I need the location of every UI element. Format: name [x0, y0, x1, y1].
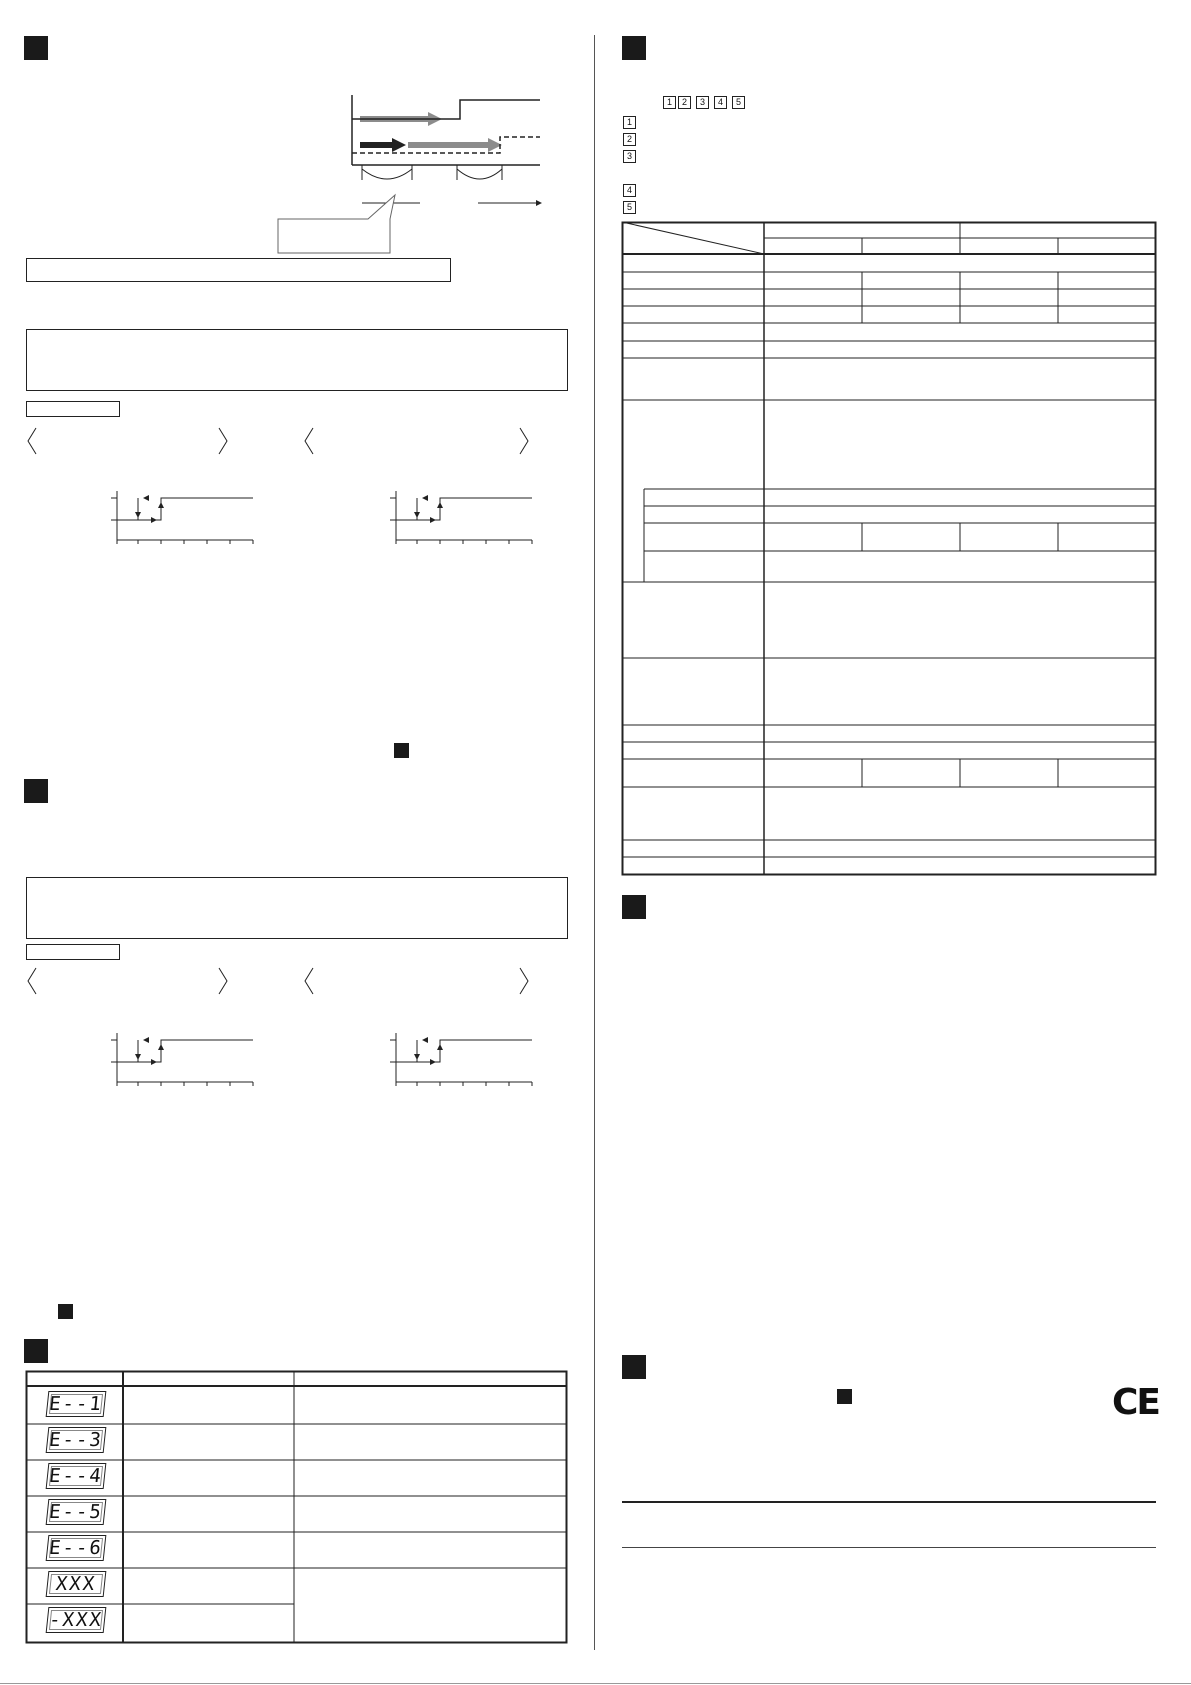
spec-label-box: 4 — [623, 184, 636, 197]
inline-marker-1 — [394, 743, 409, 758]
section-marker-6 — [622, 1355, 646, 1379]
rule-thick — [622, 1501, 1156, 1503]
section-marker-2 — [24, 779, 48, 803]
caution-box-1 — [26, 329, 568, 391]
spec-label-box: 4 — [714, 96, 727, 109]
error-code-display: XXX — [46, 1571, 107, 1597]
spec-label-box: 1 — [623, 116, 636, 129]
error-code-display: -XXX — [46, 1607, 107, 1633]
error-code-display: E--4 — [46, 1463, 107, 1489]
spec-label-box: 2 — [678, 96, 691, 109]
hysteresis-graph-1 — [105, 488, 255, 548]
label-box-2 — [26, 944, 120, 960]
spec-table — [622, 222, 1157, 876]
section-marker-4 — [622, 36, 646, 60]
page-bottom-rule — [0, 1683, 1191, 1684]
error-table-frame — [26, 1371, 568, 1644]
rule-thin — [622, 1547, 1156, 1548]
caution-box-2 — [26, 877, 568, 939]
label-box-1 — [26, 401, 120, 417]
spec-label-box: 2 — [623, 133, 636, 146]
ce-mark: CE — [1112, 1382, 1160, 1423]
spec-label-box: 5 — [732, 96, 745, 109]
timing-diagram — [250, 85, 550, 255]
spec-label-box: 3 — [623, 150, 636, 163]
column-divider — [594, 35, 595, 1650]
error-code-display: E--1 — [46, 1391, 107, 1417]
inline-marker-2 — [58, 1304, 73, 1319]
hysteresis-graph-3 — [105, 1030, 255, 1090]
spec-label-box: 3 — [696, 96, 709, 109]
bracket-row-1 — [26, 426, 536, 458]
error-code-display: E--5 — [46, 1499, 107, 1525]
spec-label-box: 5 — [623, 201, 636, 214]
section-marker-5 — [622, 895, 646, 919]
bracket-row-2 — [26, 966, 536, 998]
spec-label-box: 1 — [663, 96, 676, 109]
section-marker-1 — [24, 36, 48, 60]
error-code-display: E--3 — [46, 1427, 107, 1453]
inline-marker-3 — [837, 1389, 852, 1404]
section-marker-3 — [24, 1339, 48, 1363]
hysteresis-graph-2 — [384, 488, 534, 548]
hysteresis-graph-4 — [384, 1030, 534, 1090]
error-code-display: E--6 — [46, 1535, 107, 1561]
note-box-1 — [26, 258, 451, 282]
